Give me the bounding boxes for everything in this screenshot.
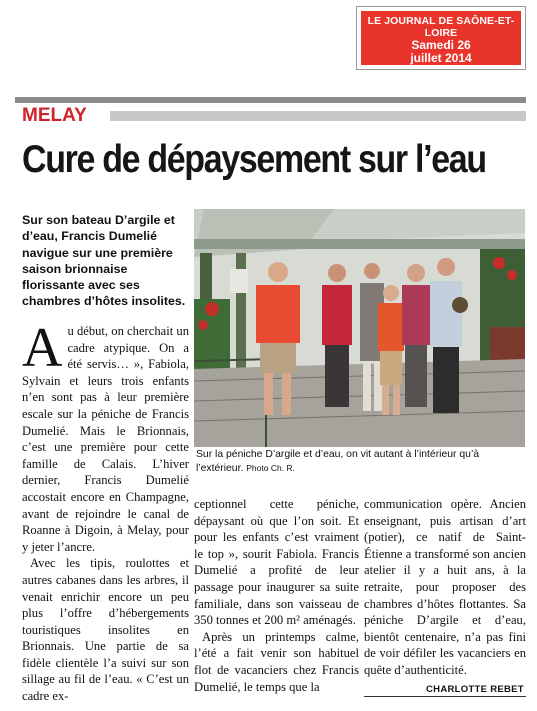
- bottom-rule: [364, 696, 526, 697]
- paragraph: Avec les tipis, roulottes et autres cabanes dans les arbres, il venait enrichir encore un peu plus l’offre d’hébergements touristiques insolites en Brionnais. Une partie de sa fidèle clientèle l’a suivi sur son sillage au fil de l’eau. « C’est un cadre ex-: [22, 556, 189, 704]
- paragraph: Après un printemps calme, l’été a fait venir son habituel flot de vacanciers chez Francis Dumelié, le temps que la: [194, 629, 359, 694]
- headline: Cure de dépaysement sur l’eau: [22, 138, 486, 181]
- date-line-2: juillet 2014: [410, 51, 472, 65]
- section-rule: [110, 111, 526, 121]
- masthead-banner: [361, 11, 521, 65]
- paragraph: ceptionnel cette péniche, dépaysant où que l’on soit. Et pour les enfants c’est vraiment le top », sourit Fabiola. Francis Dumelié a profité de leur passage pour inaugurer sa suite familiale, dans son vaisseau de 350 tonnes et 200 m² aménagés.: [194, 497, 359, 628]
- article-lead: Sur son bateau D’argile et d’eau, Francis Dumelié navigue sur une première saison brionnaise florissante avec ses chambres d’hôtes insolites.: [22, 213, 186, 309]
- masthead-box: [356, 6, 526, 70]
- body-column-2: [194, 496, 359, 695]
- top-rule: [15, 97, 526, 103]
- body-column-1: [22, 317, 189, 705]
- drop-cap: A: [22, 317, 63, 379]
- newspaper-name: LE JOURNAL DE SAÔNE-ET-LOIRE: [367, 15, 515, 39]
- section-label: MELAY: [22, 105, 87, 126]
- body-column-3: [364, 496, 526, 679]
- paragraph: [22, 317, 189, 555]
- caption-text: Sur la péniche D’argile et d’eau, on vit autant à l’intérieur qu’à l’extérieur.: [196, 449, 480, 474]
- photo-boat-deck-family: [194, 209, 525, 447]
- author-byline: CHARLOTTE REBET: [426, 684, 524, 695]
- photo-caption: [196, 449, 526, 475]
- article-photo: [194, 209, 525, 447]
- date-line-1: Samedi 26: [411, 38, 471, 52]
- photo-credit: Photo Ch. R.: [246, 462, 295, 473]
- paragraph: communication opère. Ancien enseignant, puis artisan d’art (potier), ce natif de Saint-Étienne a transformé son ancien atelier il y a huit ans, à la retraite, pour proposer des chambres d’hôtes flottantes. Sa péniche D’argile et d’eau, bientôt centenaire, n’a pas fini de voir défiler les vacanciers en quête d’authenticité.: [364, 497, 526, 677]
- paragraph-text: u début, on cherchait un cadre atypique. On a été servis… », Fabiola, Sylvain et leurs trois enfants n’en sont pas à leur première escale sur la péniche de Francis Dumelié. Mais le Brionnais, c’est une première pour cette famille de Calais. L’hiver dernier, Francis Dumelié accostait encore en Champagne, avant de rejoindre le canal de Roanne à Digoin, à Melay, pour y jeter l’ancre.: [22, 324, 189, 554]
